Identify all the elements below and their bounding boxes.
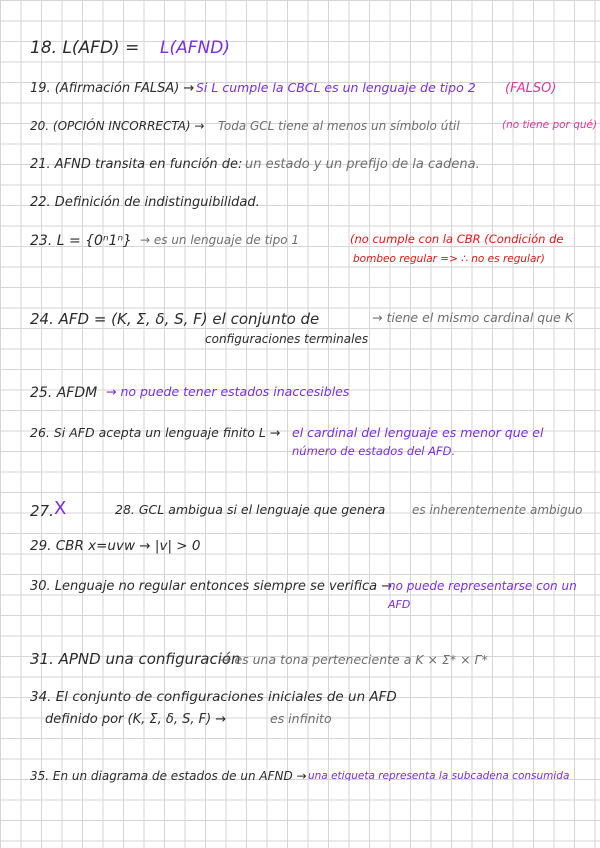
note-29-statement: 29. CBR x=uvw → |v| > 0: [30, 538, 201, 554]
note-35-answer: una etiqueta representa la subcadena consumida: [308, 770, 570, 782]
note-28-answer: es inherentemente ambiguo: [412, 503, 583, 517]
note-26-statement: 26. Si AFD acepta un lenguaje finito L →: [30, 425, 281, 440]
note-35-statement: 35. En un diagrama de estados de un AFND →: [30, 769, 307, 783]
note-20-verdict: (no tiene por qué): [502, 119, 598, 131]
note-23-reason-line2: bombeo regular => ∴ no es regular): [353, 253, 545, 265]
note-31-statement: 31. APND una configuración: [30, 650, 241, 668]
note-28-statement: 28. GCL ambigua si el lenguaje que genera: [115, 502, 386, 517]
note-22-statement: 22. Definición de indistinguibilidad.: [30, 195, 260, 210]
note-19-answer: Si L cumple la CBCL es un lenguaje de tipo 2: [196, 80, 476, 95]
note-18-answer: L(AFND): [160, 38, 230, 58]
note-34-statement-line1: 34. El conjunto de configuraciones iniciales de un AFD: [30, 689, 397, 705]
note-19-statement: 19. (Afirmación FALSA) →: [30, 81, 195, 96]
note-27-cross-mark: X: [54, 498, 67, 519]
note-23-answer: → es un lenguaje de tipo 1: [140, 233, 300, 247]
note-30-answer-line2: AFD: [388, 598, 411, 611]
note-27-number: 27.: [30, 502, 54, 520]
note-31-answer: → es una tona perteneciente a K × Σ* × Γ*: [220, 652, 488, 667]
note-30-answer-line1: no puede representarse con un: [388, 579, 577, 593]
note-21-statement: 21. AFND transita en función de:: [30, 157, 243, 172]
note-23-statement: 23. L = {0ⁿ1ⁿ}: [30, 233, 132, 249]
note-18-statement: 18. L(AFD) =: [30, 38, 140, 58]
note-25-answer: → no puede tener estados inaccesibles: [106, 384, 350, 399]
note-24-statement-line2: configuraciones terminales: [205, 332, 369, 346]
note-30-statement: 30. Lenguaje no regular entonces siempre se verifica →: [30, 579, 393, 594]
note-19-verdict: (FALSO): [505, 81, 557, 96]
note-24-answer: → tiene el mismo cardinal que K: [372, 310, 574, 325]
note-21-answer: un estado y un prefijo de la cadena.: [245, 157, 480, 172]
note-20-answer: Toda GCL tiene al menos un símbolo útil: [218, 119, 460, 133]
note-34-statement-line2: definido por (K, Σ, δ, S, F) →: [45, 712, 227, 727]
note-26-answer-line1: el cardinal del lenguaje es menor que el: [292, 425, 544, 440]
note-25-statement: 25. AFDM: [30, 385, 98, 401]
note-26-answer-line2: número de estados del AFD.: [292, 444, 456, 458]
note-20-statement: 20. (OPCIÓN INCORRECTA) →: [30, 119, 205, 133]
note-24-statement: 24. AFD = (K, Σ, δ, S, F) el conjunto de: [30, 310, 320, 328]
note-34-answer: es infinito: [270, 711, 332, 726]
note-23-reason-line1: (no cumple con la CBR (Condición de: [350, 232, 564, 246]
